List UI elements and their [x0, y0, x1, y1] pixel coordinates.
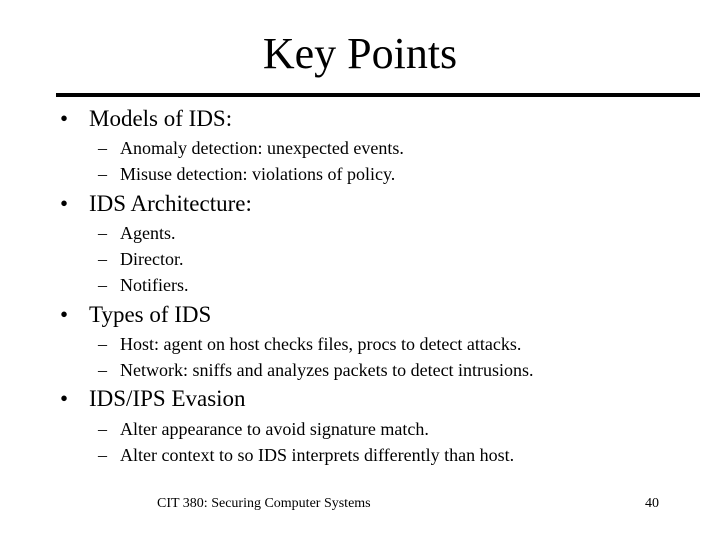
bullet-dot: •	[60, 386, 69, 411]
sub-item-text: Network: sniffs and analyzes packets to detect intrusions.	[120, 360, 534, 380]
bullet-ids-architecture	[60, 191, 252, 217]
sub-item-text: Alter context to so IDS interprets differently than host.	[120, 445, 515, 465]
page-number: 40	[645, 496, 659, 511]
bullet-text: Types of IDS	[89, 302, 212, 327]
bullet-types-of-ids	[60, 302, 211, 328]
sub-item	[98, 137, 404, 159]
dash: –	[98, 164, 107, 184]
sub-item-text: Alter appearance to avoid signature match.	[120, 419, 429, 439]
sub-item-text: Notifiers.	[120, 275, 189, 295]
sub-item	[98, 444, 514, 466]
sub-item-text: Anomaly detection: unexpected events.	[120, 138, 404, 158]
dash: –	[98, 360, 107, 380]
sub-item	[98, 359, 534, 381]
sub-item	[98, 163, 395, 185]
sub-item-text: Host: agent on host checks files, procs to detect attacks.	[120, 334, 522, 354]
bullet-text: Models of IDS:	[89, 106, 233, 131]
bullet-models-of-ids	[60, 106, 232, 132]
sub-item	[98, 333, 521, 355]
bullet-dot: •	[60, 106, 69, 131]
dash: –	[98, 275, 107, 295]
bullet-ids-ips-evasion	[60, 386, 246, 412]
bullet-dot: •	[60, 302, 69, 327]
sub-item-text: Misuse detection: violations of policy.	[120, 164, 396, 184]
dash: –	[98, 334, 107, 354]
sub-item-text: Agents.	[120, 223, 176, 243]
slide-title: Key Points	[262, 29, 458, 78]
sub-item	[98, 418, 429, 440]
dash: –	[98, 249, 107, 269]
title-divider	[56, 93, 700, 97]
footer-course-name: CIT 380: Securing Computer Systems	[157, 496, 371, 511]
dash: –	[98, 138, 107, 158]
bullet-text: IDS Architecture:	[89, 191, 252, 216]
dash: –	[98, 223, 107, 243]
dash: –	[98, 445, 107, 465]
sub-item	[98, 222, 176, 244]
sub-item	[98, 248, 183, 270]
bullet-text: IDS/IPS Evasion	[89, 386, 246, 411]
dash: –	[98, 419, 107, 439]
sub-item	[98, 274, 188, 296]
bullet-dot: •	[60, 191, 69, 216]
sub-item-text: Director.	[120, 249, 184, 269]
